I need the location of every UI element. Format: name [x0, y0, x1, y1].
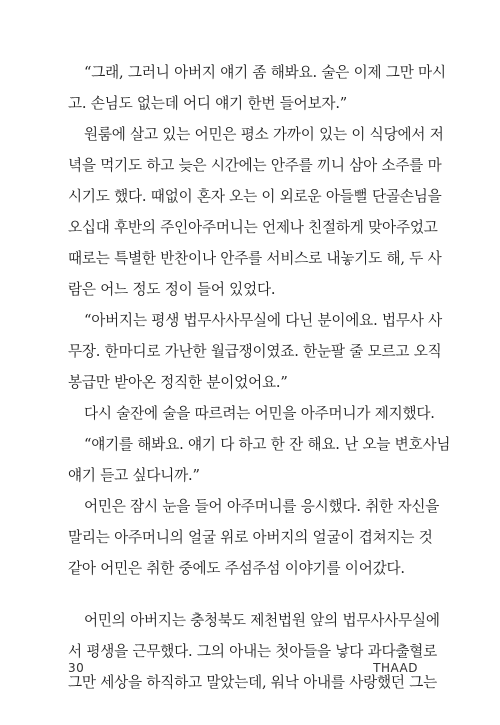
- text-line: “그래, 그러니 아버지 얘기 좀 해봐요. 술은 이제 그만 마시: [84, 64, 446, 81]
- text-line: 어민은 잠시 눈을 들어 아주머니를 응시했다. 취한 자신을: [84, 498, 440, 515]
- text-line: 봉급만 받아온 정직한 분이었어요.”: [68, 374, 288, 391]
- text-line: “얘기를 해봐요. 얘기 다 하고 한 잔 해요. 난 오늘 변호사님: [84, 436, 451, 453]
- text-line: 말리는 아주머니의 얼굴 위로 아버지의 얼굴이 겹쳐지는 것: [68, 529, 433, 546]
- text-line: 오십대 후반의 주인아주머니는 언제나 친절하게 맞아주었고: [68, 219, 438, 236]
- text-line: 원룸에 살고 있는 어민은 평소 가까이 있는 이 식당에서 저: [84, 126, 444, 143]
- text-line: 람은 어느 정도 정이 들어 있었다.: [68, 281, 276, 298]
- running-title: THAAD: [373, 661, 418, 675]
- text-line: 다시 술잔에 술을 따르려는 어민을 아주머니가 제지했다.: [84, 405, 435, 422]
- text-line: “아버지는 평생 법무사사무실에 다닌 분이에요. 법무사 사: [84, 312, 442, 329]
- text-line: 그만 세상을 하직하고 말았는데, 워낙 아내를 사랑했던 그는: [68, 674, 438, 691]
- text-line: 녁을 먹기도 하고 늦은 시간에는 안주를 끼니 삼아 소주를 마: [68, 157, 442, 174]
- page-number: 30: [68, 661, 85, 675]
- text-line: 시기도 했다. 때없이 혼자 오는 이 외로운 아들뻘 단골손님을: [68, 188, 442, 205]
- text-line: 때로는 특별한 반찬이나 안주를 서비스로 내놓기도 해, 두 사: [68, 250, 442, 267]
- text-line: 서 평생을 근무했다. 그의 아내는 첫아들을 낳다 과다출혈로: [68, 643, 438, 660]
- text-line: 어민의 아버지는 충청북도 제천법원 앞의 법무사사무실에: [84, 612, 440, 629]
- text-line: 무장. 한마디로 가난한 월급쟁이였죠. 한눈팔 줄 모르고 오직: [68, 343, 442, 360]
- text-line: 같아 어민은 취한 중에도 주섬주섬 이야기를 이어갔다.: [68, 560, 405, 577]
- text-line: 고. 손님도 없는데 어디 얘기 한번 들어보자.”: [68, 95, 348, 112]
- text-line: 얘기 듣고 싶다니까.”: [68, 467, 200, 484]
